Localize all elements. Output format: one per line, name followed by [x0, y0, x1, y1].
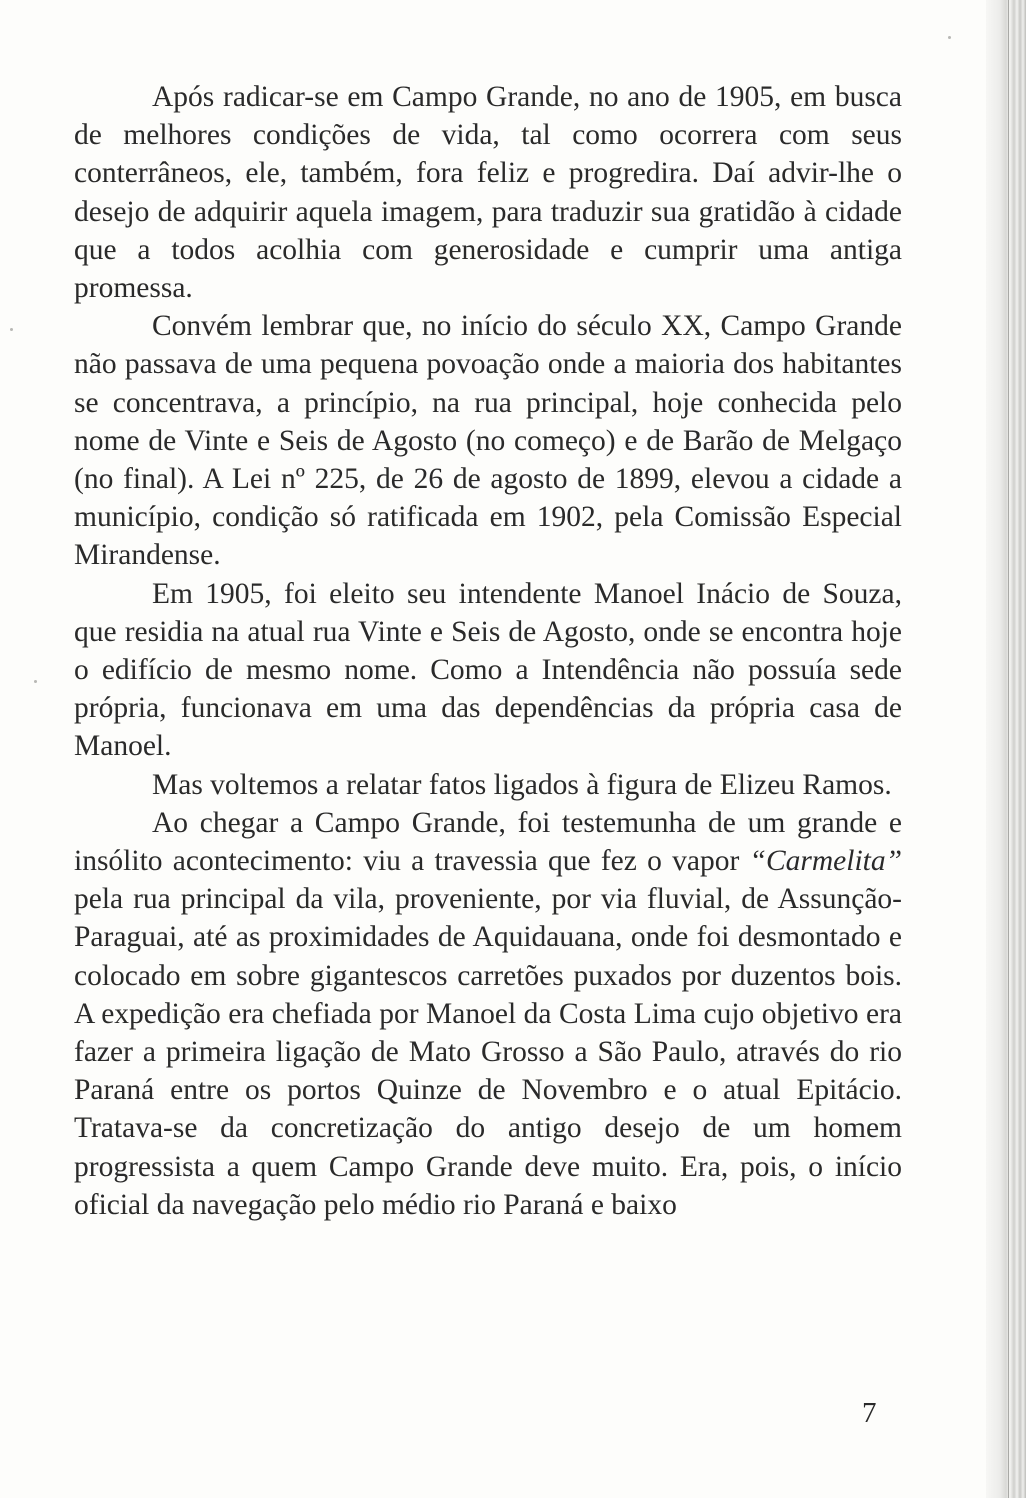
paper-speck: [34, 680, 37, 683]
paragraph-text: pela rua principal da vila, proveniente, por via fluvial, de Assunção-Paraguai, até as proximidades de Aquidauana, onde foi desmontado e colocado em sobre gigantescos carretões puxados por duzentos bois. A expedição era chefiada por Manoel da Costa Lima cujo objetivo era fazer a primeira ligação de Mato Grosso a São Paulo, através do rio Paraná entre os portos Quinze de Novembro e o atual Epitácio. Tratava-se da concretização do antigo desejo de um homem progressista a quem Campo Grande deve muito. Era, pois, o início oficial da navegação pelo médio rio Paraná e baixo: [74, 883, 902, 1221]
body-text: [74, 78, 902, 1224]
page-edge: [986, 0, 1026, 1498]
paragraph: Convém lembrar que, no início do século XX, Campo Grande não passava de uma pequena povoação onde a maioria dos habitantes se concentrava, a princípio, na rua principal, hoje conhecida pelo nome de Vinte e Seis de Agosto (no começo) e de Barão de Melgaço (no final). A Lei nº 225, de 26 de agosto de 1899, elevou a cidade a município, condição só ratificada em 1902, pela Comissão Especial Mirandense.: [74, 310, 902, 572]
ship-name: “Carmelita”: [749, 845, 902, 878]
paragraph: Em 1905, foi eleito seu intendente Manoel Inácio de Souza, que residia na atual rua Vinte e Seis de Agosto, onde se encontra hoje o edifício de mesmo nome. Como a Intendência não possuía sede própria, funcionava em uma das dependências da própria casa de Manoel.: [74, 577, 902, 763]
paper-speck: [948, 36, 951, 39]
paragraph-text: Ao chegar a Campo Grande, foi testemunha de um grande e insólito acontecimento: viu a travessia que fez o vapor: [74, 806, 902, 878]
paper-speck: [10, 328, 13, 331]
paragraph: [74, 804, 902, 1224]
paragraph: Após radicar-se em Campo Grande, no ano de 1905, em busca de melhores condições de vida, tal como ocorrera com seus conterrâneos, ele, também, fora feliz e progredira. Daí advir-lhe o desejo de adquirir aquela imagem, para traduzir sua gratidão à cidade que a todos acolhia com generosidade e cumprir uma antiga promessa.: [74, 81, 902, 305]
page-number: 7: [862, 1397, 877, 1429]
paragraph: Mas voltemos a relatar fatos ligados à figura de Elizeu Ramos.: [152, 768, 892, 801]
